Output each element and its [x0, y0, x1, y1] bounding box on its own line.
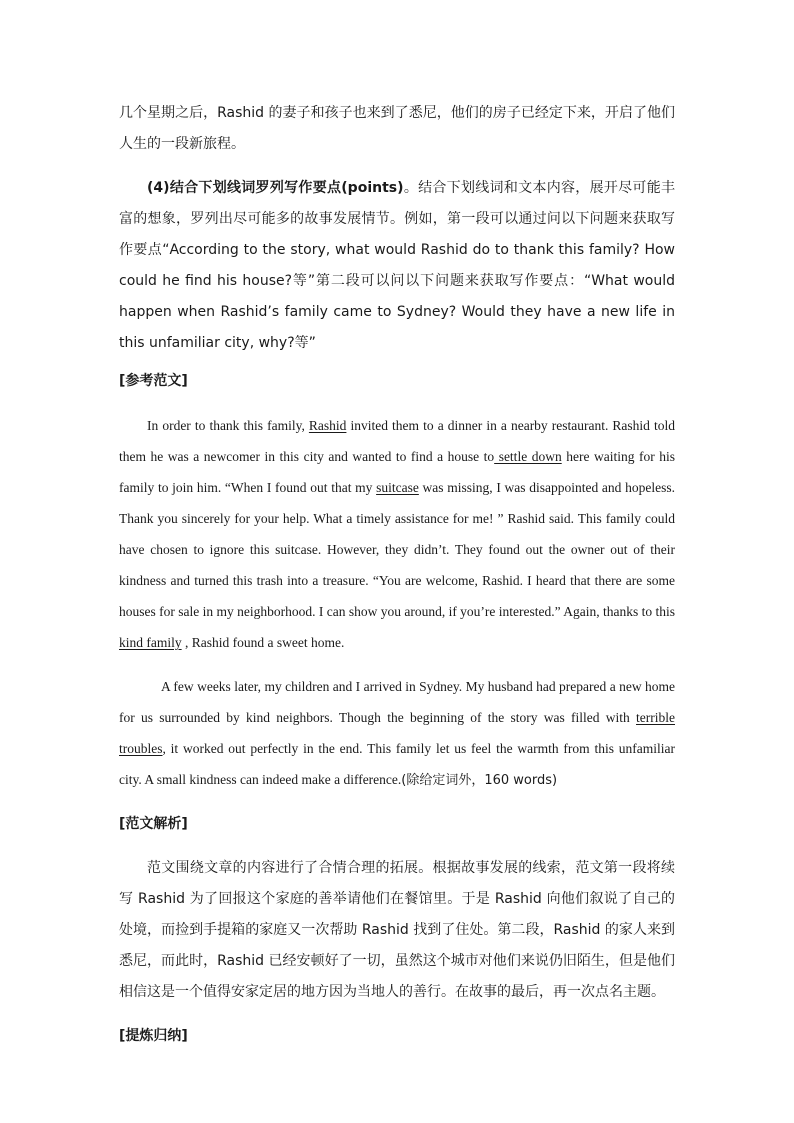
essay-text: , Rashid found a sweet home. [181, 635, 345, 650]
essay-text: invited them to a dinner in a nearby restaurant. Rashid told them he was a newcomer in this city and wanted to find a house to [119, 418, 676, 464]
section-title-reference-essay: [参考范文] [119, 373, 188, 389]
essay-text: here waiting for his family to join him. “When I found out that my [119, 449, 675, 495]
underlined-word: kind family [119, 635, 182, 650]
document-page [119, 98, 675, 1052]
essay-paragraph-1 [119, 410, 675, 658]
points-paragraph [119, 173, 675, 359]
points-text: 。结合下划线词和文本内容，展开尽可能丰富的想象，罗列出尽可能多的故事发展情节。例如，第一段可以通过问以下问题来获取写作要点“According to the story, what would Rashid do to thank this family? How could he find his house?等”第二段可以问以下问题来获取写作要点：“What would happen when Rashid’s family came to Sydney? Would they have a new life in this unfamiliar city, why?等” [119, 180, 676, 351]
underlined-word: Rashid [308, 418, 347, 433]
essay-text: was missing, I was disappointed and hopeless. Thank you sincerely for your help. What a timely assistance for me! ” Rashid said. This family could have chosen to ignore this suitcase. However, they didn’t. They found out the owner out of their kindness and turned this trash into a treasure. “You are welcome, Rashid. I heard that there are some houses for sale in my neighborhood. I can show you around, if you’re interested.” Again, thanks to this [119, 480, 676, 619]
underlined-word: suitcase [376, 480, 419, 495]
essay-text: In order to thank this family, [147, 418, 309, 433]
analysis-paragraph: 范文围绕文章的内容进行了合情合理的拓展。根据故事发展的线索，范文第一段将续写 Rashid 为了回报这个家庭的善举请他们在餐馆里。于是 Rashid 向他们叙说了自己的处境，而捡到手提箱的家庭又一次帮助 Rashid 找到了住处。第二段，Rashid 的家人来到悉尼，而此时，Rashid 已经安顿好了一切，虽然这个城市对他们来说仍旧陌生，但是他们相信这是一个值得安家定居的地方因为当地人的善行。在故事的最后，再一次点名主题。 [119, 860, 675, 1000]
section-title-analysis: [范文解析] [119, 816, 188, 832]
intro-paragraph: 几个星期之后，Rashid 的妻子和孩子也来到了悉尼，他们的房子已经定下来，开启了他们人生的一段新旅程。 [119, 105, 675, 152]
essay-text: A few weeks later, my children and I arrived in Sydney. My husband had prepared a new home for us surrounded by kind neighbors. Though the beginning of the story was filled with [119, 679, 675, 725]
points-label: (4)结合下划线词罗列写作要点(points) [147, 180, 404, 196]
word-count-note: (除给定词外，160 words) [401, 773, 558, 788]
underlined-word: terrible troubles [119, 710, 675, 756]
underlined-word: settle down [494, 449, 562, 464]
section-title-summary: [提炼归纳] [119, 1028, 188, 1044]
essay-paragraph-2 [119, 671, 675, 796]
essay-text: , it worked out perfectly in the end. This family let us feel the warmth from this unfamiliar city. A small kindness can indeed make a difference. [119, 741, 675, 787]
